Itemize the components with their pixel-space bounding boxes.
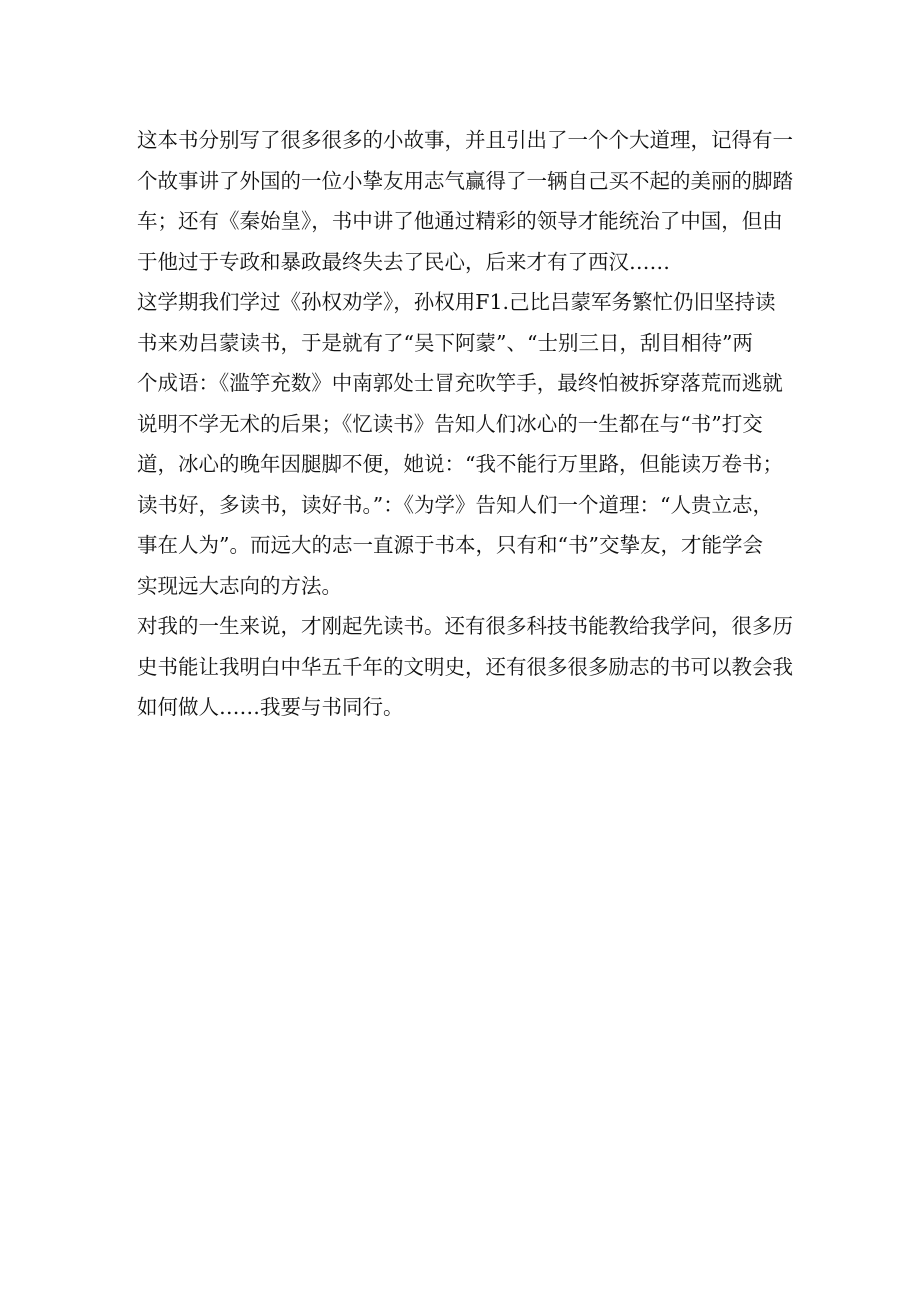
text-line: 道，冰心的晚年因腿脚不便，她说：“我不能行万里路，但能读万卷书； bbox=[137, 452, 783, 476]
text-line: 个成语：《滥竽充数》中南郭处士冒充吹竽手，最终怕被拆穿落荒而逃就 bbox=[137, 371, 783, 395]
paragraph-3 bbox=[137, 606, 797, 728]
text-line: 如何做人……我要与书同行。 bbox=[137, 695, 404, 719]
text-line: 事在人为”。而远大的志一直源于书本，只有和“书”交挚友，才能学会 bbox=[137, 533, 763, 557]
text-line: 这本书分别写了很多很多的小故事，并且引出了一个个大道理，记得有一 bbox=[137, 128, 793, 152]
text-line: 书来劝吕蒙读书，于是就有了“吴下阿蒙”、“士别三日，刮目相待”两 bbox=[137, 330, 753, 355]
text-line: 说明不学无术的后果；《忆读书》告知人们冰心的一生都在与“书”打交 bbox=[137, 411, 763, 436]
text-line: 实现远大志向的方法。 bbox=[137, 573, 342, 598]
paragraph-1 bbox=[137, 120, 797, 282]
text-line: 读书好，多读书，读好书。”：《为学》告知人们一个道理：“人贵立志， bbox=[137, 492, 773, 517]
text-line: 史书能让我明白中华五千年的文明史，还有很多很多励志的书可以教会我 bbox=[137, 654, 793, 679]
text-line: 车；还有《秦始皇》，书中讲了他通过精彩的领导才能统治了中国，但由 bbox=[137, 209, 783, 233]
paragraph-2 bbox=[137, 282, 797, 606]
text-line: 个故事讲了外国的一位小挚友用志气赢得了一辆自己买不起的美丽的脚踏 bbox=[137, 168, 793, 193]
text-line: 对我的一生来说，才刚起先读书。还有很多科技书能教给我学问，很多历 bbox=[137, 614, 793, 638]
text-line: 于他过于专政和暴政最终失去了民心，后来才有了西汉…… bbox=[137, 249, 670, 274]
text-line: 这学期我们学过《孙权劝学》，孙权用F1.己比吕蒙军务繁忙仍旧坚持读 bbox=[137, 290, 776, 314]
document-body bbox=[137, 120, 797, 728]
